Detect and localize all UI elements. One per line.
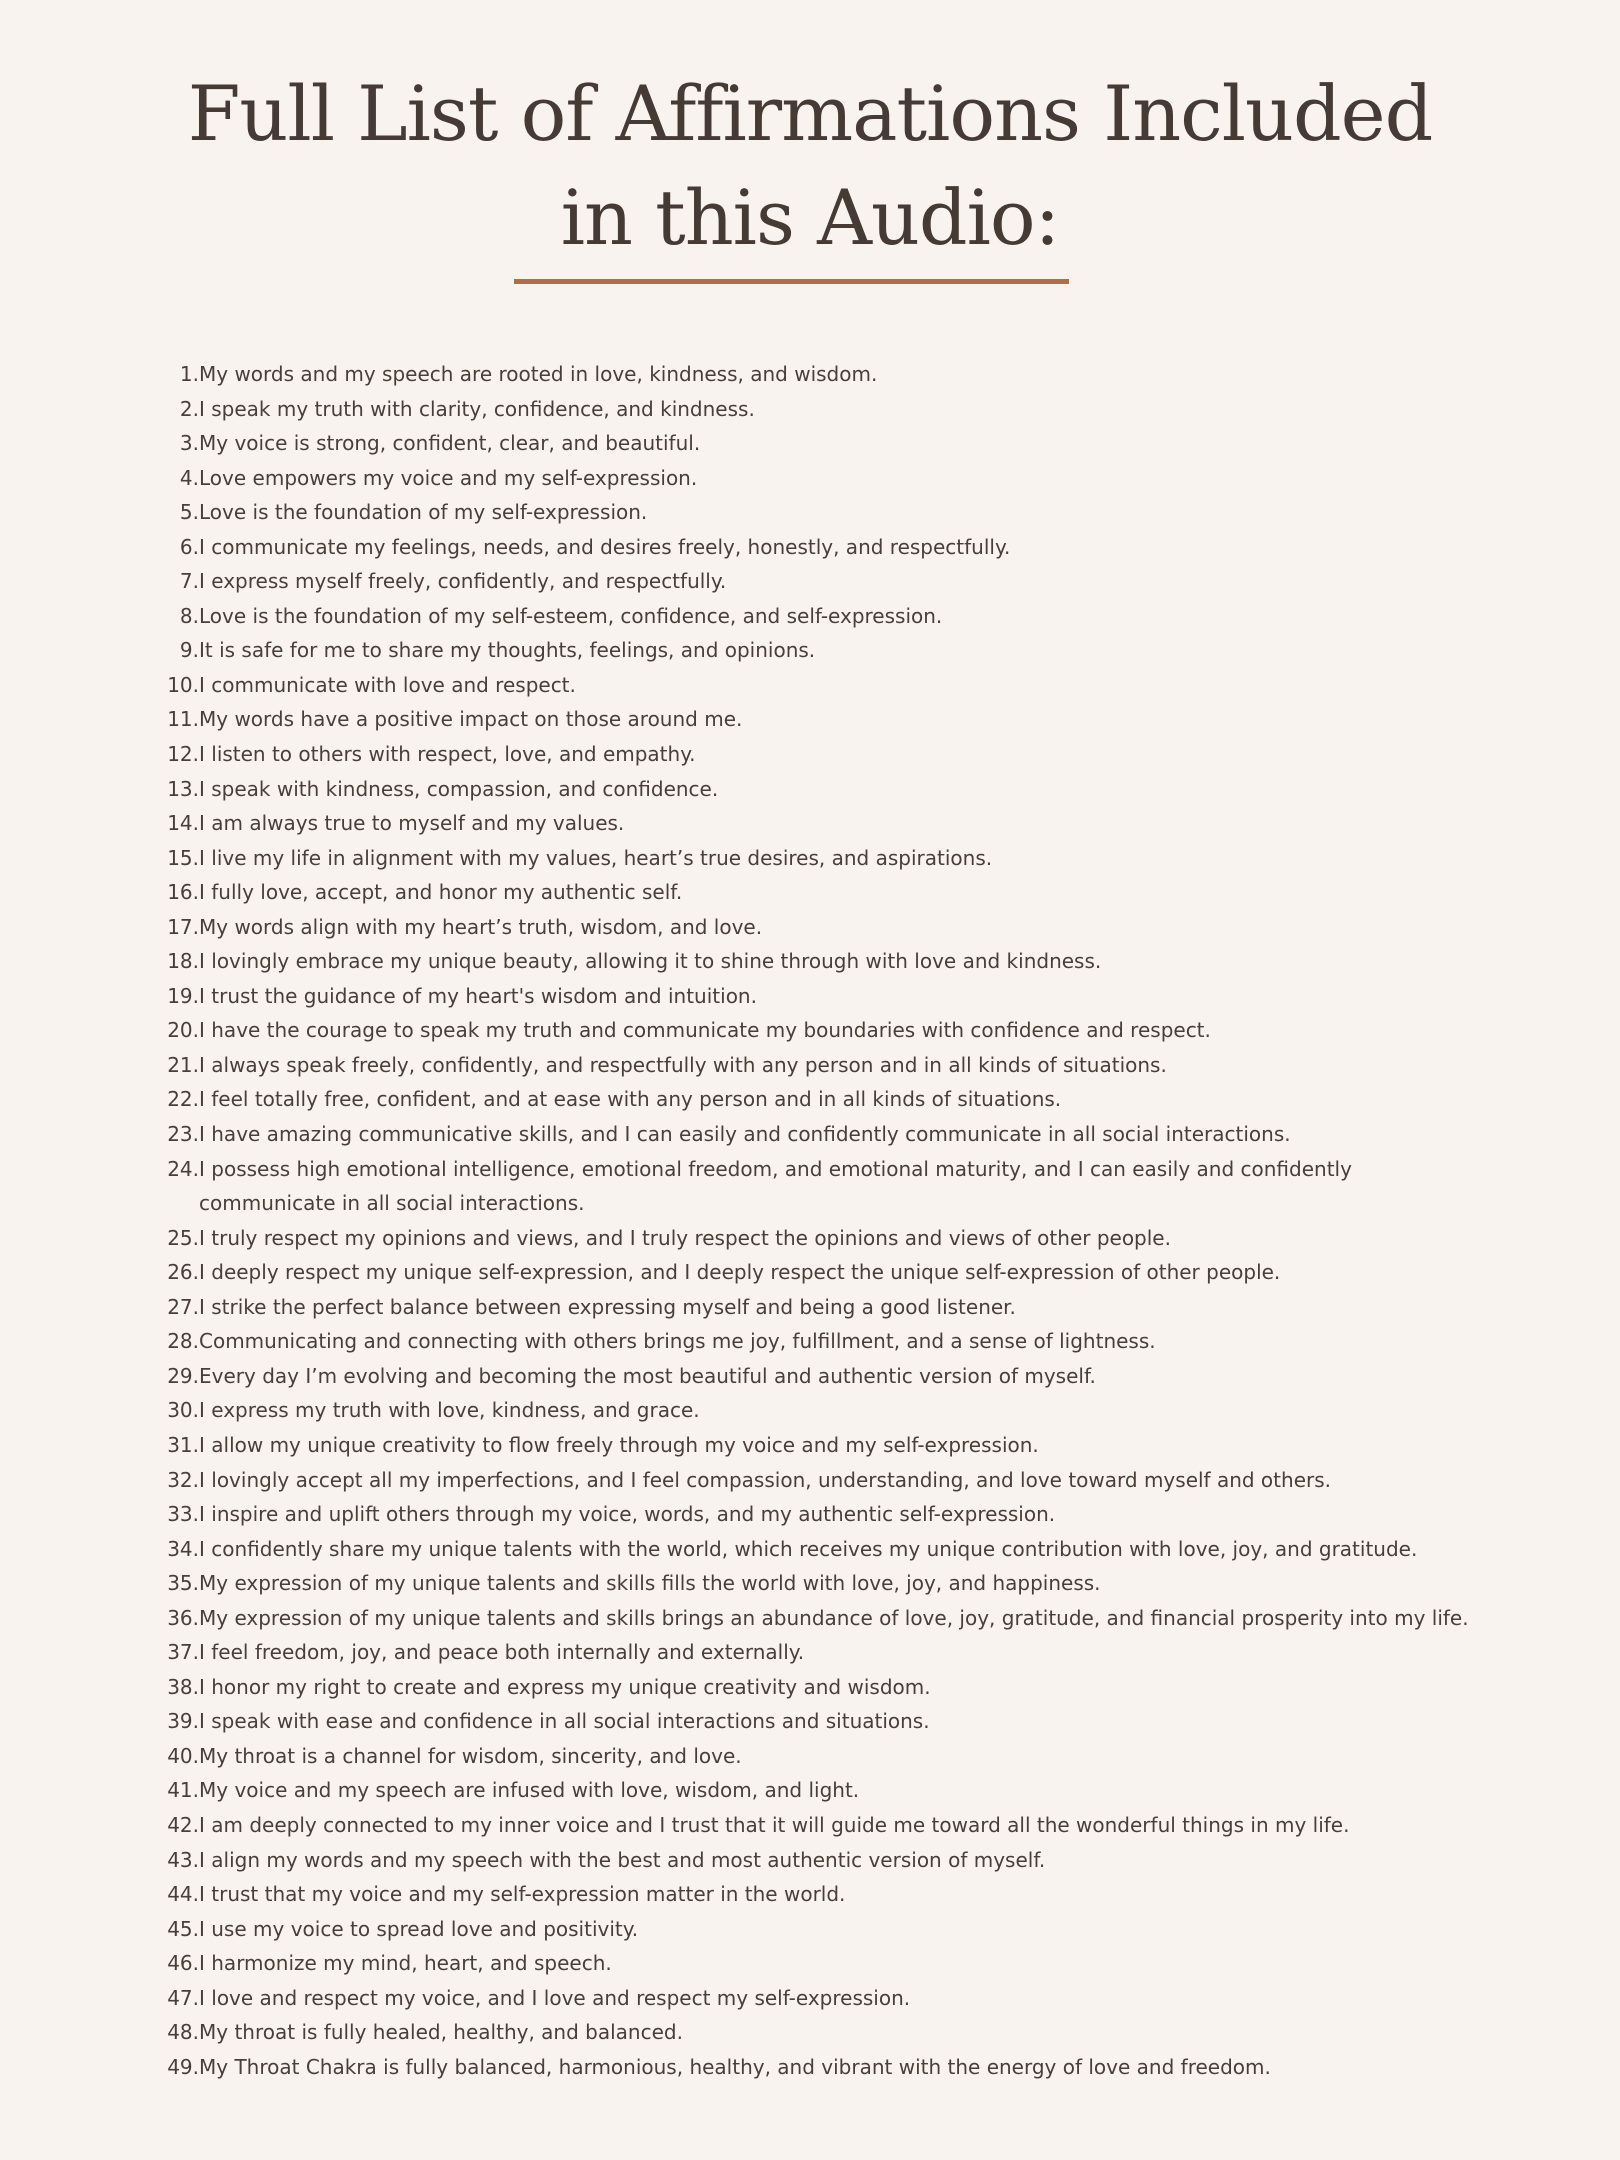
affirmation-number: 22. <box>167 1087 199 1112</box>
affirmation-text: I feel freedom, joy, and peace both internally and externally. <box>199 1640 805 1665</box>
affirmation-text: Love empowers my voice and my self-expression. <box>199 465 698 490</box>
affirmation-number: 29. <box>167 1363 199 1388</box>
affirmation-item <box>167 1082 1479 1117</box>
affirmation-text: I live my life in alignment with my values, heart’s true desires, and aspirations. <box>199 845 993 870</box>
affirmation-item <box>167 1704 1479 1739</box>
affirmation-item <box>167 1670 1479 1705</box>
affirmation-number: 28. <box>167 1329 199 1354</box>
affirmation-number: 3. <box>179 431 199 456</box>
affirmation-item <box>167 1497 1479 1532</box>
affirmation-number: 17. <box>167 914 199 939</box>
affirmation-text: I always speak freely, confidently, and respectfully with any person and in all kinds of situations. <box>199 1052 1167 1077</box>
affirmation-text: I speak with ease and confidence in all social interactions and situations. <box>199 1709 930 1734</box>
affirmation-number: 24. <box>167 1156 199 1181</box>
affirmation-item <box>179 530 1479 565</box>
affirmation-item <box>167 1566 1479 1601</box>
affirmation-text: I express myself freely, confidently, and respectfully. <box>199 569 727 594</box>
affirmation-item <box>179 392 1479 427</box>
affirmation-text: I deeply respect my unique self-expression, and I deeply respect the unique self-expression of other people. <box>199 1260 1281 1285</box>
affirmation-item <box>167 668 1479 703</box>
affirmation-number: 14. <box>167 811 199 836</box>
affirmation-text: I trust that my voice and my self-expression matter in the world. <box>199 1882 846 1907</box>
affirmation-text: I listen to others with respect, love, and empathy. <box>199 742 696 767</box>
page-title <box>0 62 1620 270</box>
affirmation-text: I align my words and my speech with the best and most authentic version of myself. <box>199 1847 1046 1872</box>
affirmation-number: 10. <box>167 672 199 697</box>
affirmation-item <box>167 1739 1479 1774</box>
affirmation-number: 18. <box>167 949 199 974</box>
affirmation-number: 33. <box>167 1502 199 1527</box>
affirmation-text: I confidently share my unique talents with the world, which receives my unique contribution with love, joy, and gratitude. <box>199 1536 1418 1561</box>
affirmation-item <box>167 1532 1479 1567</box>
affirmation-item <box>167 944 1479 979</box>
affirmation-number: 11. <box>167 707 199 732</box>
affirmation-item <box>167 1221 1479 1256</box>
affirmation-item <box>167 1428 1479 1463</box>
affirmation-number: 23. <box>167 1122 199 1147</box>
affirmation-number: 43. <box>167 1847 199 1872</box>
affirmation-item <box>167 1152 1479 1221</box>
affirmation-text: I use my voice to spread love and positivity. <box>199 1916 639 1941</box>
affirmation-number: 25. <box>167 1225 199 1250</box>
affirmation-text: My words have a positive impact on those around me. <box>199 707 743 732</box>
affirmation-number: 37. <box>167 1640 199 1665</box>
affirmation-item <box>167 2050 1479 2085</box>
affirmation-item <box>167 1048 1479 1083</box>
affirmation-item <box>167 702 1479 737</box>
affirmation-text: Communicating and connecting with others brings me joy, fulfillment, and a sense of lightness. <box>199 1329 1156 1354</box>
affirmation-item <box>167 1773 1479 1808</box>
title-divider <box>514 279 1069 284</box>
affirmation-number: 36. <box>167 1605 199 1630</box>
affirmation-item <box>167 1013 1479 1048</box>
affirmation-item <box>167 2015 1479 2050</box>
affirmation-item <box>167 737 1479 772</box>
affirmation-number: 42. <box>167 1812 199 1837</box>
affirmation-item <box>179 426 1479 461</box>
affirmation-number: 45. <box>167 1916 199 1941</box>
affirmation-text: I truly respect my opinions and views, and I truly respect the opinions and views of other people. <box>199 1225 1171 1250</box>
affirmation-number: 2. <box>179 396 199 421</box>
affirmation-text: Love is the foundation of my self-expression. <box>199 500 648 525</box>
affirmation-text: I communicate my feelings, needs, and desires freely, honestly, and respectfully. <box>199 534 1011 559</box>
affirmation-number: 48. <box>167 2020 199 2045</box>
affirmation-item <box>167 1255 1479 1290</box>
affirmation-item <box>167 979 1479 1014</box>
affirmation-number: 44. <box>167 1882 199 1907</box>
affirmation-item <box>179 564 1479 599</box>
affirmation-item <box>167 1981 1479 2016</box>
affirmation-text: I love and respect my voice, and I love and respect my self-expression. <box>199 1985 911 2010</box>
affirmation-number: 4. <box>179 465 199 490</box>
affirmation-number: 27. <box>167 1294 199 1319</box>
affirmation-text: My expression of my unique talents and skills brings an abundance of love, joy, gratitude, and financial prosperity into my life. <box>199 1605 1469 1630</box>
affirmation-text: My voice is strong, confident, clear, and beautiful. <box>199 431 701 456</box>
affirmation-number: 12. <box>167 742 199 767</box>
affirmation-text: I communicate with love and respect. <box>199 672 576 697</box>
page-title-line-1: Full List of Affirmations Included <box>187 69 1433 158</box>
affirmation-text: Every day I’m evolving and becoming the most beautiful and authentic version of myself. <box>199 1363 1096 1388</box>
affirmation-item <box>167 1946 1479 1981</box>
affirmation-item <box>179 357 1479 392</box>
affirmation-number: 19. <box>167 983 199 1008</box>
affirmation-item <box>167 1117 1479 1152</box>
affirmation-number: 21. <box>167 1052 199 1077</box>
affirmation-item <box>167 772 1479 807</box>
affirmation-item <box>167 1463 1479 1498</box>
affirmation-number: 6. <box>179 534 199 559</box>
affirmation-number: 8. <box>179 603 199 628</box>
affirmation-item <box>167 806 1479 841</box>
affirmation-number: 49. <box>167 2054 199 2079</box>
affirmation-text: I allow my unique creativity to flow freely through my voice and my self-expression. <box>199 1432 1039 1457</box>
affirmation-item <box>179 461 1479 496</box>
affirmation-number: 16. <box>167 880 199 905</box>
page-title-line-2: in this Audio: <box>560 173 1060 262</box>
affirmation-number: 7. <box>179 569 199 594</box>
affirmation-number: 9. <box>179 638 199 663</box>
affirmation-text: I have the courage to speak my truth and communicate my boundaries with confidence and respect. <box>199 1018 1211 1043</box>
affirmation-number: 38. <box>167 1674 199 1699</box>
affirmation-text: I inspire and uplift others through my voice, words, and my authentic self-expression. <box>199 1502 1056 1527</box>
affirmation-item <box>167 1877 1479 1912</box>
affirmation-item <box>167 1635 1479 1670</box>
affirmation-item <box>167 841 1479 876</box>
affirmation-text: My words and my speech are rooted in love, kindness, and wisdom. <box>199 362 878 386</box>
affirmation-number: 40. <box>167 1743 199 1768</box>
affirmation-number: 46. <box>167 1951 199 1976</box>
affirmation-text: I lovingly embrace my unique beauty, allowing it to shine through with love and kindness. <box>199 949 1102 974</box>
affirmation-item <box>167 875 1479 910</box>
affirmation-number: 5. <box>179 500 199 525</box>
affirmation-text: I speak with kindness, compassion, and confidence. <box>199 776 719 801</box>
affirmation-item <box>167 1808 1479 1843</box>
affirmation-number: 41. <box>167 1778 199 1803</box>
affirmation-text: My Throat Chakra is fully balanced, harmonious, healthy, and vibrant with the energy of love and freedom. <box>199 2054 1271 2079</box>
affirmation-item <box>179 495 1479 530</box>
affirmation-number: 26. <box>167 1260 199 1285</box>
affirmation-item <box>167 1912 1479 1947</box>
affirmation-number: 35. <box>167 1571 199 1596</box>
affirmation-text: I lovingly accept all my imperfections, and I feel compassion, understanding, and love toward myself and others. <box>199 1467 1331 1492</box>
affirmation-number: 20. <box>167 1018 199 1043</box>
affirmation-text: I feel totally free, confident, and at ease with any person and in all kinds of situations. <box>199 1087 1062 1112</box>
affirmation-text: I fully love, accept, and honor my authentic self. <box>199 880 683 905</box>
affirmation-number: 47. <box>167 1985 199 2010</box>
affirmation-number: 34. <box>167 1536 199 1561</box>
affirmation-text: I possess high emotional intelligence, emotional freedom, and emotional maturity, and I can easily and confidently communicate in all social interactions. <box>199 1156 1352 1216</box>
affirmation-text: I harmonize my mind, heart, and speech. <box>199 1951 612 1976</box>
affirmation-text: I strike the perfect balance between expressing myself and being a good listener. <box>199 1294 1016 1319</box>
affirmation-item <box>167 910 1479 945</box>
affirmation-number: 39. <box>167 1709 199 1734</box>
affirmation-text: My words align with my heart’s truth, wisdom, and love. <box>199 914 763 939</box>
affirmation-item <box>179 633 1479 668</box>
affirmation-text: My voice and my speech are infused with love, wisdom, and light. <box>199 1778 860 1803</box>
affirmation-item <box>167 1324 1479 1359</box>
affirmation-text: I am always true to myself and my values. <box>199 811 625 836</box>
affirmation-number: 30. <box>167 1398 199 1423</box>
affirmation-number: 32. <box>167 1467 199 1492</box>
affirmation-number: 13. <box>167 776 199 801</box>
affirmation-number: 15. <box>167 845 199 870</box>
affirmation-text: I am deeply connected to my inner voice and I trust that it will guide me toward all the wonderful things in my life. <box>199 1812 1350 1837</box>
affirmation-list <box>167 357 1479 2084</box>
affirmation-item <box>167 1290 1479 1325</box>
affirmation-item <box>167 1843 1479 1878</box>
affirmation-text: My expression of my unique talents and skills fills the world with love, joy, and happiness. <box>199 1571 1101 1596</box>
affirmation-text: I trust the guidance of my heart's wisdom and intuition. <box>199 983 757 1008</box>
affirmation-item <box>167 1393 1479 1428</box>
affirmation-text: I have amazing communicative skills, and I can easily and confidently communicate in all social interactions. <box>199 1122 1291 1147</box>
affirmation-item <box>167 1601 1479 1636</box>
affirmation-item <box>179 599 1479 634</box>
affirmation-text: It is safe for me to share my thoughts, feelings, and opinions. <box>199 638 816 663</box>
affirmation-text: My throat is a channel for wisdom, sincerity, and love. <box>199 1743 742 1768</box>
affirmation-text: I express my truth with love, kindness, and grace. <box>199 1398 700 1423</box>
affirmation-number: 1. <box>179 362 199 386</box>
affirmation-text: Love is the foundation of my self-esteem, confidence, and self-expression. <box>199 603 943 628</box>
affirmation-text: My throat is fully healed, healthy, and balanced. <box>199 2020 683 2045</box>
affirmation-number: 31. <box>167 1432 199 1457</box>
affirmation-text: I honor my right to create and express my unique creativity and wisdom. <box>199 1674 931 1699</box>
affirmation-text: I speak my truth with clarity, confidence, and kindness. <box>199 396 755 421</box>
affirmation-item <box>167 1359 1479 1394</box>
